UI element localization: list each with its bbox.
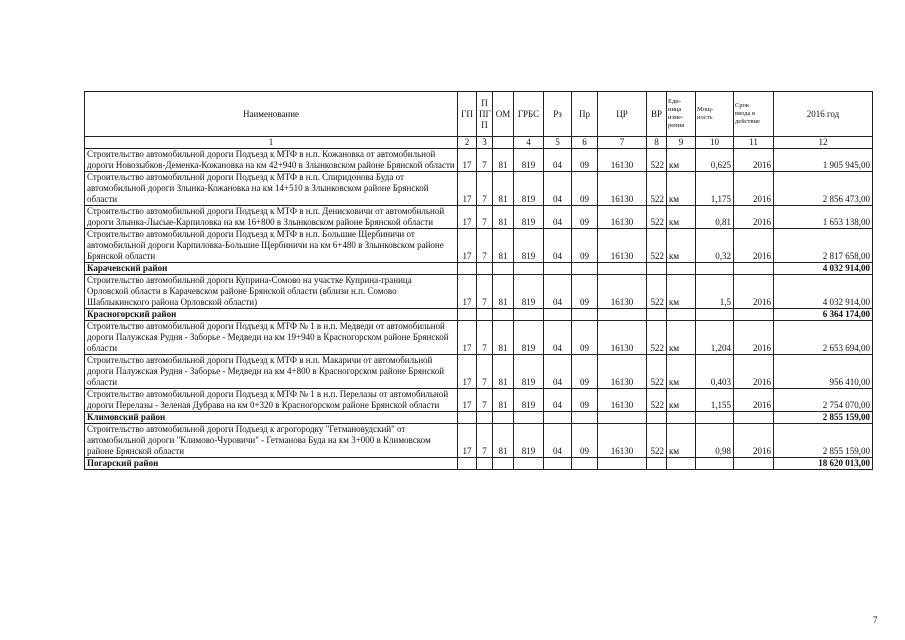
header-term: Срок ввода в действие xyxy=(734,92,774,137)
cell-gp: 17 xyxy=(458,172,477,206)
cell-pgp: 7 xyxy=(477,355,493,389)
region-total: 2 855 159,00 xyxy=(774,412,873,424)
cell-amount: 2 855 159,00 xyxy=(774,424,873,458)
cell-om: 81 xyxy=(493,321,514,355)
cell-gp: 17 xyxy=(458,389,477,412)
cell-pgp: 7 xyxy=(477,275,493,309)
empty-cell xyxy=(477,458,493,470)
cell-pr: 09 xyxy=(572,424,598,458)
cell-pr: 09 xyxy=(572,355,598,389)
region-name: Погарский район xyxy=(85,458,458,470)
region-row xyxy=(85,263,873,275)
cell-amount: 2 653 694,00 xyxy=(774,321,873,355)
empty-cell xyxy=(514,309,544,321)
cell-year: 2016 xyxy=(734,275,774,309)
cell-pgp: 7 xyxy=(477,229,493,263)
header-grbs: ГРБС xyxy=(514,92,544,137)
empty-cell xyxy=(493,263,514,275)
empty-cell xyxy=(572,412,598,424)
cell-grbs: 819 xyxy=(514,275,544,309)
table-body xyxy=(85,149,873,470)
region-total: 18 620 013,00 xyxy=(774,458,873,470)
cell-pr: 09 xyxy=(572,275,598,309)
cell-power: 1,5 xyxy=(696,275,734,309)
cell-cr: 16130 xyxy=(598,389,647,412)
cell-gp: 17 xyxy=(458,355,477,389)
cell-amount: 2 754 070,00 xyxy=(774,389,873,412)
cell-om: 81 xyxy=(493,389,514,412)
cell-unit: км xyxy=(667,229,696,263)
cell-pr: 09 xyxy=(572,229,598,263)
empty-cell xyxy=(544,263,572,275)
object-name: Строительство автомобильной дороги Подъезд к МТФ в н.п. Макаричи от автомобильной дороги Палужская Рудня - Заборье - Медведи на км 4+800 в Красногорском районе Брянской области xyxy=(85,355,458,389)
cell-power: 0,403 xyxy=(696,355,734,389)
cell-vr: 522 xyxy=(647,149,667,172)
cell-amount: 4 032 914,00 xyxy=(774,275,873,309)
header-gp: ГП xyxy=(458,92,477,137)
column-number: 6 xyxy=(572,137,598,149)
table-row xyxy=(85,229,873,263)
cell-rz: 04 xyxy=(544,149,572,172)
cell-pgp: 7 xyxy=(477,206,493,229)
empty-cell xyxy=(696,412,734,424)
cell-pr: 09 xyxy=(572,389,598,412)
cell-year: 2016 xyxy=(734,229,774,263)
header-pgp: П ПГ П xyxy=(477,92,493,137)
empty-cell xyxy=(667,412,696,424)
cell-om: 81 xyxy=(493,149,514,172)
cell-cr: 16130 xyxy=(598,172,647,206)
empty-cell xyxy=(477,412,493,424)
cell-vr: 522 xyxy=(647,389,667,412)
cell-vr: 522 xyxy=(647,229,667,263)
cell-om: 81 xyxy=(493,229,514,263)
object-name: Строительство автомобильной дороги Подъезд к МТФ в н.п. Спиридонова Буда от автомобильной дороги Злынка-Кожановка на км 14+510 в Злынковском районе Брянской области xyxy=(85,172,458,206)
cell-grbs: 819 xyxy=(514,424,544,458)
cell-rz: 04 xyxy=(544,321,572,355)
budget-table xyxy=(84,91,873,470)
cell-year: 2016 xyxy=(734,355,774,389)
empty-cell xyxy=(493,309,514,321)
region-name: Красногорский район xyxy=(85,309,458,321)
cell-unit: км xyxy=(667,275,696,309)
empty-cell xyxy=(544,458,572,470)
cell-year: 2016 xyxy=(734,206,774,229)
header-power: Мощ- ность xyxy=(696,92,734,137)
table-row xyxy=(85,321,873,355)
cell-om: 81 xyxy=(493,355,514,389)
empty-cell xyxy=(647,412,667,424)
cell-power: 0,81 xyxy=(696,206,734,229)
region-row xyxy=(85,309,873,321)
header-om: ОМ xyxy=(493,92,514,137)
cell-gp: 17 xyxy=(458,229,477,263)
cell-vr: 522 xyxy=(647,172,667,206)
cell-pgp: 7 xyxy=(477,389,493,412)
empty-cell xyxy=(647,309,667,321)
cell-rz: 04 xyxy=(544,355,572,389)
cell-amount: 1 653 138,00 xyxy=(774,206,873,229)
cell-pgp: 7 xyxy=(477,321,493,355)
cell-gp: 17 xyxy=(458,424,477,458)
column-number: 3 xyxy=(477,137,493,149)
cell-year: 2016 xyxy=(734,389,774,412)
empty-cell xyxy=(734,263,774,275)
empty-cell xyxy=(544,309,572,321)
cell-pr: 09 xyxy=(572,206,598,229)
cell-unit: км xyxy=(667,149,696,172)
cell-cr: 16130 xyxy=(598,229,647,263)
empty-cell xyxy=(598,412,647,424)
cell-rz: 04 xyxy=(544,229,572,263)
cell-power: 0,625 xyxy=(696,149,734,172)
empty-cell xyxy=(696,458,734,470)
empty-cell xyxy=(647,263,667,275)
cell-grbs: 819 xyxy=(514,321,544,355)
cell-unit: км xyxy=(667,424,696,458)
cell-year: 2016 xyxy=(734,321,774,355)
header-unit: Еди- ница изме- рения xyxy=(667,92,696,137)
cell-vr: 522 xyxy=(647,355,667,389)
cell-unit: км xyxy=(667,389,696,412)
cell-amount: 2 856 473,00 xyxy=(774,172,873,206)
cell-grbs: 819 xyxy=(514,172,544,206)
cell-amount: 2 817 658,00 xyxy=(774,229,873,263)
cell-pr: 09 xyxy=(572,321,598,355)
cell-vr: 522 xyxy=(647,424,667,458)
empty-cell xyxy=(458,412,477,424)
table-row xyxy=(85,355,873,389)
cell-grbs: 819 xyxy=(514,149,544,172)
cell-year: 2016 xyxy=(734,172,774,206)
object-name: Строительство автомобильной дороги Подъезд к МТФ № 1 в н.п. Медведи от автомобильной дороги Палужская Рудня - Заборье - Медведи на км 19+940 в Красногорском районе Брянской области xyxy=(85,321,458,355)
cell-gp: 17 xyxy=(458,206,477,229)
empty-cell xyxy=(647,458,667,470)
empty-cell xyxy=(572,458,598,470)
object-name: Строительство автомобильной дороги Подъезд к МТФ в н.п. Большие Щербиничи от автомобильной дороги Карпиловка-Большие Щербиничи на км 6+480 в Злынковском районе Брянской области xyxy=(85,229,458,263)
column-number: 5 xyxy=(544,137,572,149)
empty-cell xyxy=(696,263,734,275)
cell-cr: 16130 xyxy=(598,275,647,309)
table-header xyxy=(85,92,873,149)
table-row xyxy=(85,389,873,412)
empty-cell xyxy=(514,458,544,470)
cell-grbs: 819 xyxy=(514,206,544,229)
region-row xyxy=(85,412,873,424)
cell-vr: 522 xyxy=(647,275,667,309)
empty-cell xyxy=(667,263,696,275)
column-number: 4 xyxy=(514,137,544,149)
cell-pgp: 7 xyxy=(477,149,493,172)
cell-year: 2016 xyxy=(734,149,774,172)
cell-om: 81 xyxy=(493,424,514,458)
table-row xyxy=(85,206,873,229)
column-number: 7 xyxy=(598,137,647,149)
cell-rz: 04 xyxy=(544,424,572,458)
empty-cell xyxy=(734,458,774,470)
cell-cr: 16130 xyxy=(598,206,647,229)
cell-unit: км xyxy=(667,355,696,389)
empty-cell xyxy=(544,412,572,424)
empty-cell xyxy=(667,309,696,321)
object-name: Строительство автомобильной дороги Подъезд к МТФ в н.п. Кожановка от автомобильной дороги Новозыбков-Деменка-Кожановка на км 42+940 в Злынковском районе Брянской области xyxy=(85,149,458,172)
cell-power: 1,204 xyxy=(696,321,734,355)
cell-gp: 17 xyxy=(458,275,477,309)
header-cr: ЦР xyxy=(598,92,647,137)
cell-pr: 09 xyxy=(572,172,598,206)
empty-cell xyxy=(696,309,734,321)
empty-cell xyxy=(598,309,647,321)
column-number: 8 xyxy=(647,137,667,149)
cell-cr: 16130 xyxy=(598,355,647,389)
page-number: 7 xyxy=(873,615,878,625)
region-name: Климовский район xyxy=(85,412,458,424)
cell-rz: 04 xyxy=(544,389,572,412)
empty-cell xyxy=(493,412,514,424)
region-total: 6 364 174,00 xyxy=(774,309,873,321)
empty-cell xyxy=(458,263,477,275)
column-number: 10 xyxy=(696,137,734,149)
cell-cr: 16130 xyxy=(598,321,647,355)
table-row xyxy=(85,424,873,458)
cell-om: 81 xyxy=(493,206,514,229)
column-number: 12 xyxy=(774,137,873,149)
empty-cell xyxy=(458,458,477,470)
cell-power: 0,32 xyxy=(696,229,734,263)
cell-pgp: 7 xyxy=(477,172,493,206)
column-number: 11 xyxy=(734,137,774,149)
table-row xyxy=(85,172,873,206)
empty-cell xyxy=(598,458,647,470)
empty-cell xyxy=(477,263,493,275)
region-row xyxy=(85,458,873,470)
object-name: Строительство автомобильной дороги Подъезд к МТФ № 1 в н.п. Перелазы от автомобильной дороги Перелазы - Зеленая Дубрава на км 0+320 в Красногорском районе Брянской области xyxy=(85,389,458,412)
cell-gp: 17 xyxy=(458,149,477,172)
cell-rz: 04 xyxy=(544,172,572,206)
column-number: 2 xyxy=(458,137,477,149)
header-vr: ВР xyxy=(647,92,667,137)
empty-cell xyxy=(493,458,514,470)
empty-cell xyxy=(598,263,647,275)
cell-pr: 09 xyxy=(572,149,598,172)
cell-grbs: 819 xyxy=(514,355,544,389)
cell-power: 1,155 xyxy=(696,389,734,412)
empty-cell xyxy=(514,263,544,275)
cell-vr: 522 xyxy=(647,321,667,355)
empty-cell xyxy=(572,263,598,275)
region-name: Карачевский район xyxy=(85,263,458,275)
cell-unit: км xyxy=(667,321,696,355)
table-row xyxy=(85,149,873,172)
cell-amount: 1 905 945,00 xyxy=(774,149,873,172)
object-name: Строительство автомобильной дороги Куприна-Сомово на участке Куприна-граница Орловской области в Карачевском районе Брянской области (вблизи н.п. Сомово Шаблыкинского района Орловской области) xyxy=(85,275,458,309)
region-total: 4 032 914,00 xyxy=(774,263,873,275)
column-number: 9 xyxy=(667,137,696,149)
empty-cell xyxy=(667,458,696,470)
cell-gp: 17 xyxy=(458,321,477,355)
cell-vr: 522 xyxy=(647,206,667,229)
column-number: 1 xyxy=(85,137,458,149)
cell-amount: 956 410,00 xyxy=(774,355,873,389)
header-year-2016: 2016 год xyxy=(774,92,873,137)
empty-cell xyxy=(734,412,774,424)
cell-om: 81 xyxy=(493,172,514,206)
cell-om: 81 xyxy=(493,275,514,309)
cell-grbs: 819 xyxy=(514,229,544,263)
object-name: Строительство автомобильной дороги Подъезд к МТФ в н.п. Денисковичи от автомобильной дороги Злынка-Лысые-Карпиловка на км 16+800 в Злынковском районе Брянской области xyxy=(85,206,458,229)
cell-rz: 04 xyxy=(544,206,572,229)
cell-unit: км xyxy=(667,206,696,229)
cell-power: 1,175 xyxy=(696,172,734,206)
column-number xyxy=(493,137,514,149)
cell-grbs: 819 xyxy=(514,389,544,412)
cell-pgp: 7 xyxy=(477,424,493,458)
cell-rz: 04 xyxy=(544,275,572,309)
header-name: Наименование xyxy=(85,92,458,137)
empty-cell xyxy=(572,309,598,321)
empty-cell xyxy=(514,412,544,424)
object-name: Строительство автомобильной дороги Подъезд к агрогородку "Гетмановудский" от автомобильной дороги "Климово-Чуровичи" - Гетманова Буда на км 3+000 в Климовском районе Брянской области xyxy=(85,424,458,458)
empty-cell xyxy=(477,309,493,321)
header-pr: Пр xyxy=(572,92,598,137)
cell-year: 2016 xyxy=(734,424,774,458)
cell-unit: км xyxy=(667,172,696,206)
header-rz: Рз xyxy=(544,92,572,137)
table-row xyxy=(85,275,873,309)
cell-cr: 16130 xyxy=(598,149,647,172)
cell-cr: 16130 xyxy=(598,424,647,458)
cell-power: 0,98 xyxy=(696,424,734,458)
empty-cell xyxy=(458,309,477,321)
empty-cell xyxy=(734,309,774,321)
